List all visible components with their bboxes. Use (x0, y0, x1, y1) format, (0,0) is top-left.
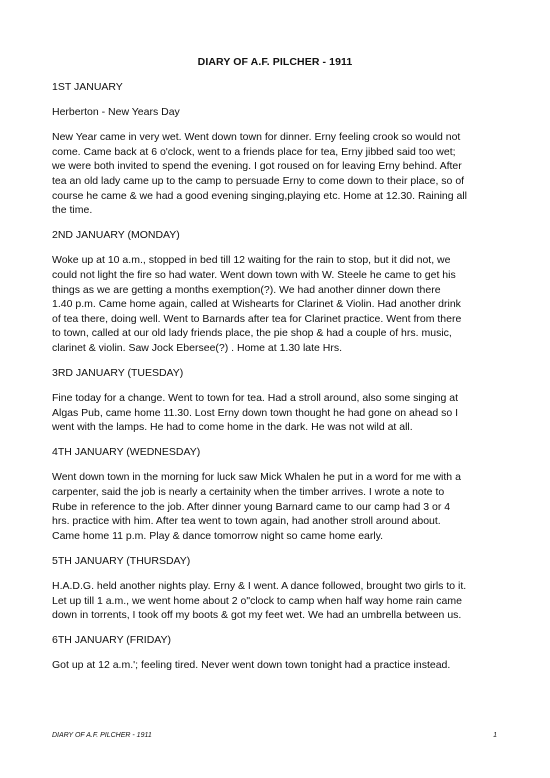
text-line: come. Came back at 6 o'clock, went to a friends place for tea, Erny jibbed said too wet; (52, 145, 456, 158)
page-number: 1 (493, 732, 497, 739)
entry-heading: 6TH JANUARY (FRIDAY) (52, 634, 172, 647)
entry-paragraph (52, 470, 512, 543)
text-line: clarinet & violin. Saw Jock Ebersee(?) . Home at 1.30 late Hrs. (52, 341, 343, 354)
diary-body (52, 80, 512, 684)
text-line: Came home 11 p.m. Play & dance tomorrow night so came home early. (52, 529, 384, 542)
entry-paragraph (52, 391, 512, 435)
footer-title: DIARY OF A.F. PILCHER - 1911 (52, 732, 152, 739)
entry-heading: 2ND JANUARY (MONDAY) (52, 229, 180, 242)
text-line: things as we are getting a months exemption(?). We had another dinner down there (52, 283, 441, 296)
text-line: carpenter, said the job is nearly a certainity when the timber arrives. I wrote a note to (52, 486, 445, 499)
text-line: 1.40 p.m. Came home again, called at Wishearts for Clarinet & Violin. Had another drink (52, 298, 461, 311)
entry-heading: 5TH JANUARY (THURSDAY) (52, 554, 191, 567)
text-line: Let up till 1 a.m., we went home about 2 o"clock to camp when half way home rain came (52, 594, 462, 607)
text-line: down in torrents, I took off my boots & got my feet wet. We had an umbrella between us. (52, 609, 462, 622)
entry-paragraph (52, 253, 512, 355)
text-line: Went down town in the morning for luck saw Mick Whalen he put in a word for me with a (52, 471, 461, 484)
entry-heading: 1ST JANUARY (52, 81, 123, 93)
text-line: to town, called at our old lady friends place, the pie shop & had a couple of hrs. music, (52, 327, 452, 340)
text-line: Got up at 12 a.m.'; feeling tired. Never went down town tonight had a practice instead. (52, 659, 451, 672)
text-line: of tea there, doing well. Went to Barnards after tea for Clarinet practice. Went from there (52, 312, 462, 325)
text-line: New Year came in very wet. Went down town for dinner. Erny feeling crook so would not (52, 131, 461, 144)
entry-paragraph (52, 579, 512, 623)
text-line: tea an old lady came up to the camp to persuade Erny to come down to their place, so of (52, 174, 465, 187)
text-line: Woke up at 10 a.m., stopped in bed till 12 waiting for the rain to stop, but it did not, we (52, 254, 451, 267)
entry-paragraph (52, 105, 512, 120)
entry-paragraph (52, 130, 512, 218)
text-line: course he came & we had a good evening singing,playing etc. Home at 12.30. Raining all (52, 189, 468, 202)
text-line: we were both invited to spend the evening. I got roused on for leaving Erny behind. After (52, 160, 462, 173)
text-line: could not light the fire so had water. Went down town with W. Steele he came to get his (52, 268, 456, 281)
text-line: hrs. practice with him. After tea went to town again, had another stroll around about. (52, 515, 441, 528)
document-title: DIARY OF A.F. PILCHER - 1911 (197, 56, 353, 68)
text-line: Rube in reference to the job. After dinner young Barnard came to our camp had 3 or 4 (52, 500, 451, 513)
entry-heading: 3RD JANUARY (TUESDAY) (52, 367, 184, 379)
text-line: H.A.D.G. held another nights play. Erny & I went. A dance followed, brought two girls to it. (52, 580, 467, 593)
text-line: Fine today for a change. Went to town for tea. Had a stroll around, also some singing at (52, 392, 459, 405)
text-line: went with the lamps. He had to come home in the dark. He was not wild at all. (52, 421, 413, 434)
entry-paragraph (52, 658, 512, 673)
entry-heading: 4TH JANUARY (WEDNESDAY) (52, 446, 201, 459)
text-line: Algas Pub, came home 11.30. Lost Erny down town thought he had gone on ahead so I (52, 406, 459, 419)
text-line: the time. (52, 204, 93, 217)
text-line: Herberton - New Years Day (52, 106, 180, 119)
